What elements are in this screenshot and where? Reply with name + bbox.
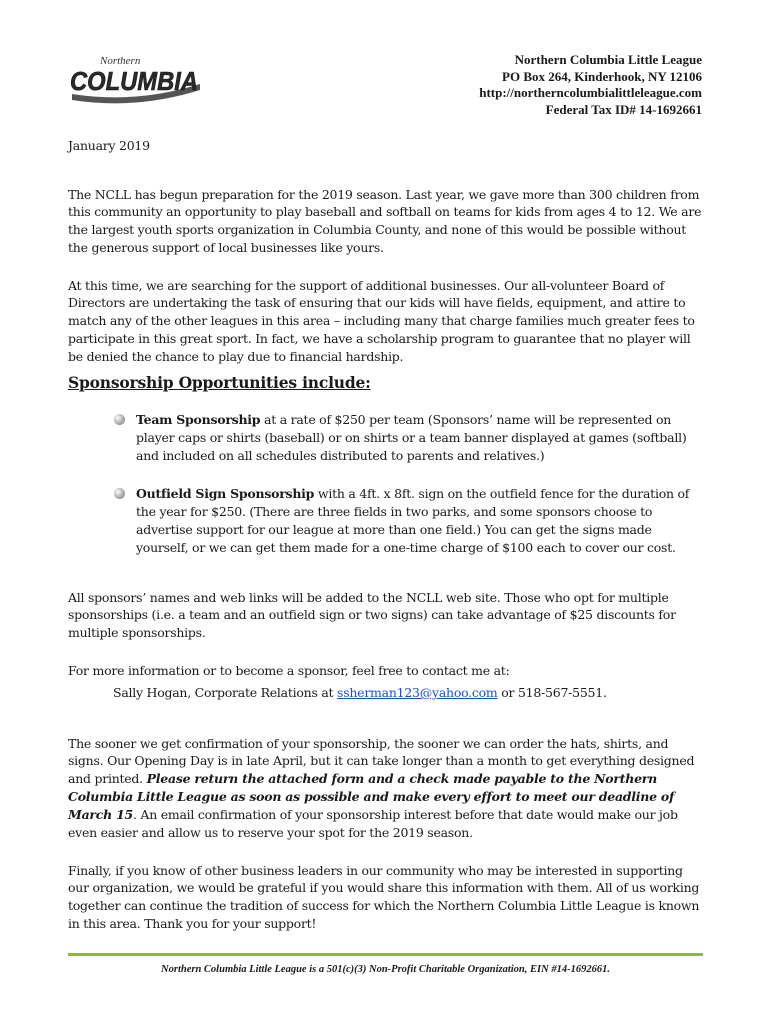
letterhead-tax-id: Federal Tax ID# 14-1692661 xyxy=(545,101,702,117)
deadline-tail: . An email confirmation of your sponsorship interest before that date would make our job even easier and allow us to reserve your spot for the 2019 season. xyxy=(68,807,678,841)
paragraph-deadline xyxy=(68,735,704,842)
bullet-title: Team Sponsorship xyxy=(136,412,261,427)
bullet-icon xyxy=(114,488,125,499)
paragraph-closing: Finally, if you know of other business leaders in our community who may be interested in supporting our organization, we would be grateful if you would share this information with them. All of us working together can continue the tradition of success for which the Northern Columbia Little League is known in this area. Thank you for your support! xyxy=(68,862,700,932)
letterhead xyxy=(479,52,702,118)
contact-email-link[interactable]: ssherman123@yahoo.com xyxy=(337,685,498,700)
paragraph-intro: The NCLL has begun preparation for the 2019 season. Last year, we gave more than 300 children from this community an opportunity to play baseball and softball on teams for kids from ages 4 to 12. We are the largest youth sports organization in Columbia County, and none of this would be possible without the generous support of local businesses like yours. xyxy=(68,186,702,256)
contact-suffix: or 518-567-5551. xyxy=(497,685,607,700)
footer-note: Northern Columbia Little League is a 501(c)(3) Non-Profit Charitable Organization, EIN #14-1692661. xyxy=(161,964,610,975)
letter-date: January 2019 xyxy=(68,138,150,153)
bullet-text: with a 4ft. x 8ft. sign on the outfield fence for the duration of the year for $250. (There are three fields in two parks, and some sponsors choose to advertise support for our league at more than one field.) You can get the signs made yourself, or we can get them made for a one-time charge of $100 each to cover our cost. xyxy=(136,486,690,555)
bullet-team-sponsorship xyxy=(136,411,702,465)
bullet-text: at a rate of $250 per team (Sponsors’ name will be represented on player caps or shirts (baseball) or on shirts or a team banner displayed at games (softball) and included on all schedules distributed to parents and relatives.) xyxy=(136,412,687,463)
letterhead-org: Northern Columbia Little League xyxy=(514,52,702,67)
paragraph-contact-intro: For more information or to become a sponsor, feel free to contact me at: xyxy=(68,662,510,678)
contact-prefix: Sally Hogan, Corporate Relations at xyxy=(113,685,338,700)
letterhead-url[interactable]: http://northerncolumbialittleleague.com xyxy=(479,85,702,100)
contact-line xyxy=(113,685,607,700)
bullet-outfield-sign xyxy=(136,485,702,557)
deadline-emphasis: Please return the attached form and a check made payable to the Northern Columbia Little League as soon as possible and make every effort to meet our deadline of March 15 xyxy=(68,771,675,823)
sponsorship-heading: Sponsorship Opportunities include: xyxy=(68,373,371,392)
bullet-icon xyxy=(114,414,125,425)
logo-main-word: COLUMBIA xyxy=(70,66,198,96)
footer-divider xyxy=(68,953,703,956)
logo-top-word: Northern xyxy=(100,55,141,67)
northern-columbia-logo xyxy=(66,50,202,112)
letterhead-address: PO Box 264, Kinderhook, NY 12106 xyxy=(502,68,702,84)
paragraph-web-links: All sponsors’ names and web links will be added to the NCLL web site. Those who opt for multiple sponsorships (i.e. a team and an outfield sign or two signs) can take advantage of $25 discounts for multiple sponsorships. xyxy=(68,589,676,641)
paragraph-search: At this time, we are searching for the support of additional businesses. Our all-volunteer Board of Directors are undertaking the task of ensuring that our kids will have fields, equipment, and attire to match any of the other leagues in this area – including many that charge families much greater fees to participate in this great sport. In fact, we have a scholarship program to guarantee that no player will be denied the chance to play due to financial hardship. xyxy=(68,277,695,365)
bullet-title: Outfield Sign Sponsorship xyxy=(136,486,315,501)
deadline-lead: The sooner we get confirmation of your sponsorship, the sooner we can order the hats, shirts, and signs. Our Opening Day is in late April, but it can take longer than a month to get everything designed and printed. xyxy=(68,735,695,787)
